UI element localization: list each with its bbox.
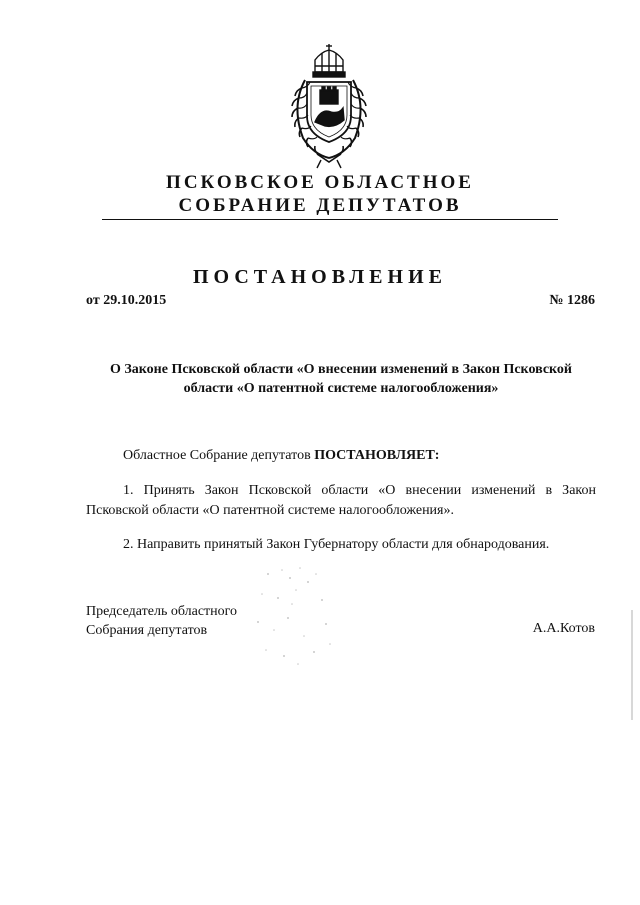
seal-stamp-mark xyxy=(238,560,358,680)
header-divider xyxy=(102,219,558,220)
document-type-title: ПОСТАНОВЛЕНИЕ xyxy=(193,266,447,288)
document-date: от 29.10.2015 xyxy=(86,293,167,308)
scan-edge-mark xyxy=(631,610,633,720)
organization-name-line-1: ПСКОВСКОЕ ОБЛАСТНОЕ xyxy=(166,172,474,193)
signatory-title-line-2: Собрания депутатов xyxy=(86,623,208,638)
signatory-title xyxy=(86,602,237,640)
organization-name-line-2: СОБРАНИЕ ДЕПУТАТОВ xyxy=(178,195,462,216)
document-number: № 1286 xyxy=(549,293,595,308)
resolution-intro-keyword: ПОСТАНОВЛЯЕТ: xyxy=(314,448,440,463)
signatory-name: А.А.Котов xyxy=(532,621,595,636)
document-subject: О Законе Псковской области «О внесении изменений в Закон Псковской области «О патентной системе налогообложения» xyxy=(110,362,572,396)
signatory-title-line-1: Председатель областного xyxy=(86,604,238,619)
resolution-item-2: 2. Направить принятый Закон Губернатору области для обнародования. xyxy=(123,537,550,552)
coat-of-arms-icon xyxy=(281,42,377,170)
resolution-item-1: 1. Принять Закон Псковской области «О внесении изменений в Закон Псковской области «О патентной системе налогообложения». xyxy=(86,483,596,518)
resolution-intro xyxy=(86,446,596,466)
resolution-intro-text: Областное Собрание депутатов xyxy=(123,448,315,463)
